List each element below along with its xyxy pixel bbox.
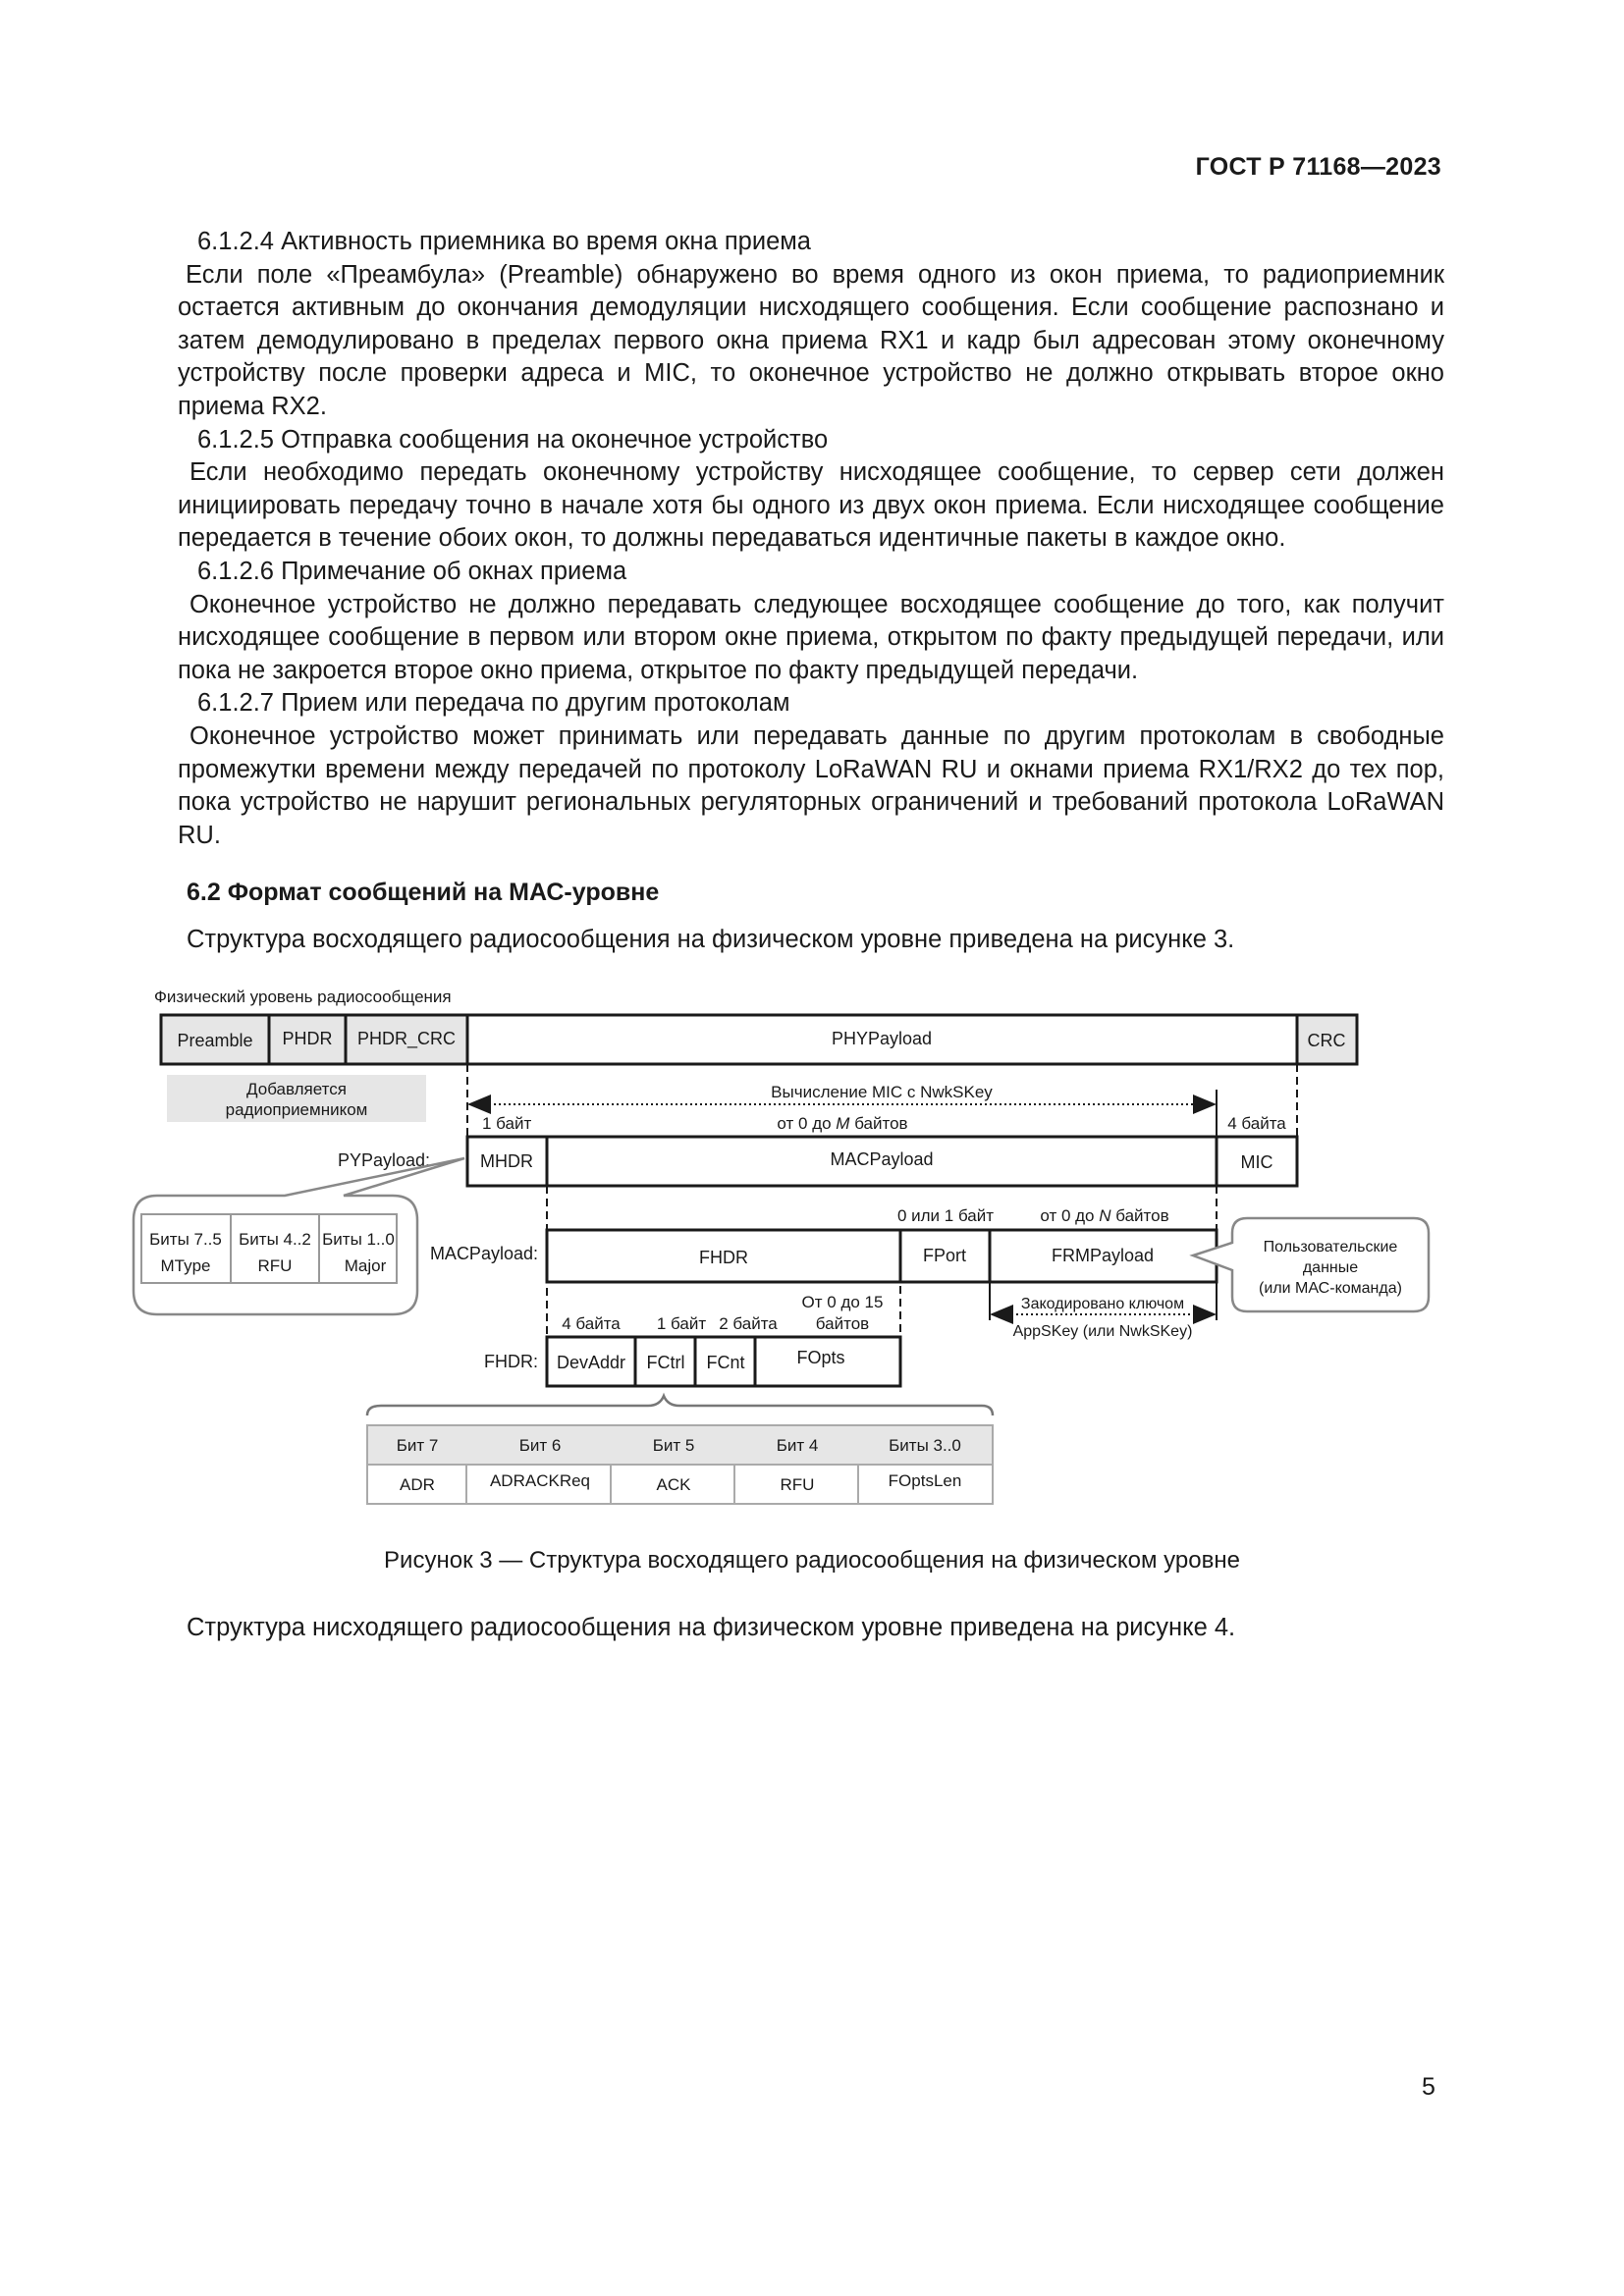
section-paragraph: Если поле «Преамбула» (Preamble) обнаружено во время одного из окон приема, то радиоприемник остается активным до окончания демодуляции нисходящего сообщения. Если сообщение распознано и затем демодулировано в пределах первого окна приема RX1 и кадр был адресован этому оконечному устройству после проверки адреса и MIC, то оконечное устройство не должно открывать второе окно приема RX2.: [178, 260, 1444, 420]
mhdr-size: 1 байт: [482, 1114, 532, 1133]
figure-title: Физический уровень радиосообщения: [154, 988, 452, 1006]
encoded-line1: Закодировано ключом: [1020, 1296, 1185, 1312]
added-by-radio-line2: радиоприемником: [225, 1100, 368, 1119]
fctrl-brace: [367, 1396, 993, 1415]
mic-size: 4 байта: [1227, 1114, 1286, 1133]
encoded-line2: AppSKey (или NwkSKey): [1012, 1323, 1193, 1340]
fctrl-bit-header: Бит 4: [776, 1436, 819, 1455]
fopts-label: FOpts: [796, 1348, 845, 1367]
phy-row: [161, 1015, 1357, 1064]
fctrl-bit-header: Бит 5: [652, 1436, 695, 1455]
fctrl-size: 1 байт: [656, 1314, 707, 1333]
pypayload-row-label: PYPayload:: [337, 1150, 430, 1170]
mhdr-bit-header: Биты 4..2: [239, 1230, 311, 1249]
devaddr-label: DevAddr: [556, 1353, 626, 1372]
fport-label: FPort: [922, 1246, 967, 1265]
figure-caption: Рисунок 3 — Структура восходящего радиосообщения на физическом уровне: [384, 1547, 1240, 1574]
document-id: ГОСТ Р 71168—2023: [1195, 153, 1441, 181]
user-data-line2: данные: [1302, 1259, 1359, 1276]
user-data-line3: (или МАС-команда): [1259, 1280, 1402, 1297]
mic-calc-label: Вычисление MIC с NwkSKey: [771, 1083, 993, 1101]
mhdr-bits-headers: [149, 1230, 395, 1249]
mhdr-bit-value: Major: [344, 1256, 387, 1275]
mhdr-bit-value: RFU: [257, 1256, 293, 1275]
figure-intro: Структура восходящего радиосообщения на физическом уровне приведена на рисунке 3.: [187, 926, 1235, 953]
devaddr-size: 4 байта: [562, 1314, 621, 1333]
section-paragraph: Если необходимо передать оконечному устройству нисходящее сообщение, то сервер сети должен инициировать передачу точно в начале хотя бы одного из двух окон приема. Если нисходящее сообщение передается в течение обоих окон, то должны передаваться идентичные пакеты в каждое окно.: [178, 458, 1444, 553]
fctrl-bit-value: FOptsLen: [888, 1471, 962, 1490]
macpayload-row-label: MACPayload:: [429, 1244, 538, 1263]
frmpayload-label: FRMPayload: [1051, 1246, 1155, 1265]
mhdr-bit-value: MType: [160, 1256, 211, 1275]
fctrl-bit-value: ADRACKReq: [489, 1471, 591, 1490]
preamble-label: Preamble: [177, 1031, 253, 1050]
fctrl-label: FCtrl: [646, 1353, 685, 1372]
fcnt-size: 2 байта: [719, 1314, 778, 1333]
phypayload-label: PHYPayload: [831, 1029, 933, 1048]
fcnt-label: FCnt: [706, 1353, 745, 1372]
fctrl-bit-value: ADR: [400, 1475, 435, 1494]
fhdr-label: FHDR: [699, 1248, 748, 1267]
mic-label: MIC: [1240, 1152, 1273, 1172]
section-paragraph: Оконечное устройство может принимать или передавать данные по другим протоколам в свободные промежутки времени между передачей по протоколу LoRaWAN RU и окнами приема RX1/RX2 до тех пор, пока устройство не нарушит региональных регуляторных ограничений и требований протокола LoRaWAN RU.: [178, 721, 1444, 849]
phdr-label: PHDR: [282, 1029, 333, 1048]
fctrl-bit-header: Бит 6: [518, 1436, 562, 1455]
user-data-line1: Пользовательские: [1263, 1239, 1398, 1255]
fctrl-bit-value: ACK: [656, 1475, 691, 1494]
closing-paragraph: Структура нисходящего радиосообщения на физическом уровне приведена на рисунке 4.: [187, 1614, 1236, 1641]
fhdr-row-label: FHDR:: [484, 1352, 538, 1371]
added-by-radio-line1: Добавляется: [246, 1080, 347, 1098]
fport-size: 0 или 1 байт: [896, 1206, 995, 1225]
section-paragraph: Оконечное устройство не должно передавать следующее восходящее сообщение до того, как получит нисходящее сообщение в первом или втором окне приема, открытом по факту предыдущей передачи, или пока не закроется второе окно приема, открытое по факту предыдущей передачи.: [178, 590, 1444, 684]
fctrl-bit-header: Бит 7: [396, 1436, 439, 1455]
mhdr-label: MHDR: [480, 1151, 533, 1171]
page-number: 5: [1422, 2073, 1435, 2101]
frmpayload-size: от 0 до N байтов: [1040, 1206, 1169, 1225]
macpayload-size: от 0 до M байтов: [777, 1114, 908, 1133]
section-heading: 6.1.2.7 Прием или передача по другим протоколам: [197, 689, 790, 718]
macpayload-label: MACPayload: [830, 1149, 934, 1169]
fopts-size-line1: От 0 до 15: [801, 1293, 884, 1311]
mhdr-bits-values: [160, 1256, 386, 1275]
section-heading: 6.1.2.6 Примечание об окнах приема: [197, 557, 627, 585]
section-heading: 6.1.2.5 Отправка сообщения на оконечное устройство: [197, 425, 829, 454]
fctrl-bit-header: Биты 3..0: [889, 1436, 961, 1455]
section-heading: 6.1.2.4 Активность приемника во время окна приема: [197, 228, 811, 255]
mhdr-bit-header: Биты 1..0: [322, 1230, 395, 1249]
phdr-crc-label: PHDR_CRC: [356, 1029, 457, 1048]
fctrl-bit-value: RFU: [780, 1475, 815, 1494]
mhdr-bit-header: Биты 7..5: [149, 1230, 222, 1249]
section-title: 6.2 Формат сообщений на МАС-уровне: [187, 879, 660, 906]
fopts-size-line2: байтов: [815, 1314, 870, 1333]
crc-label: CRC: [1307, 1031, 1346, 1050]
